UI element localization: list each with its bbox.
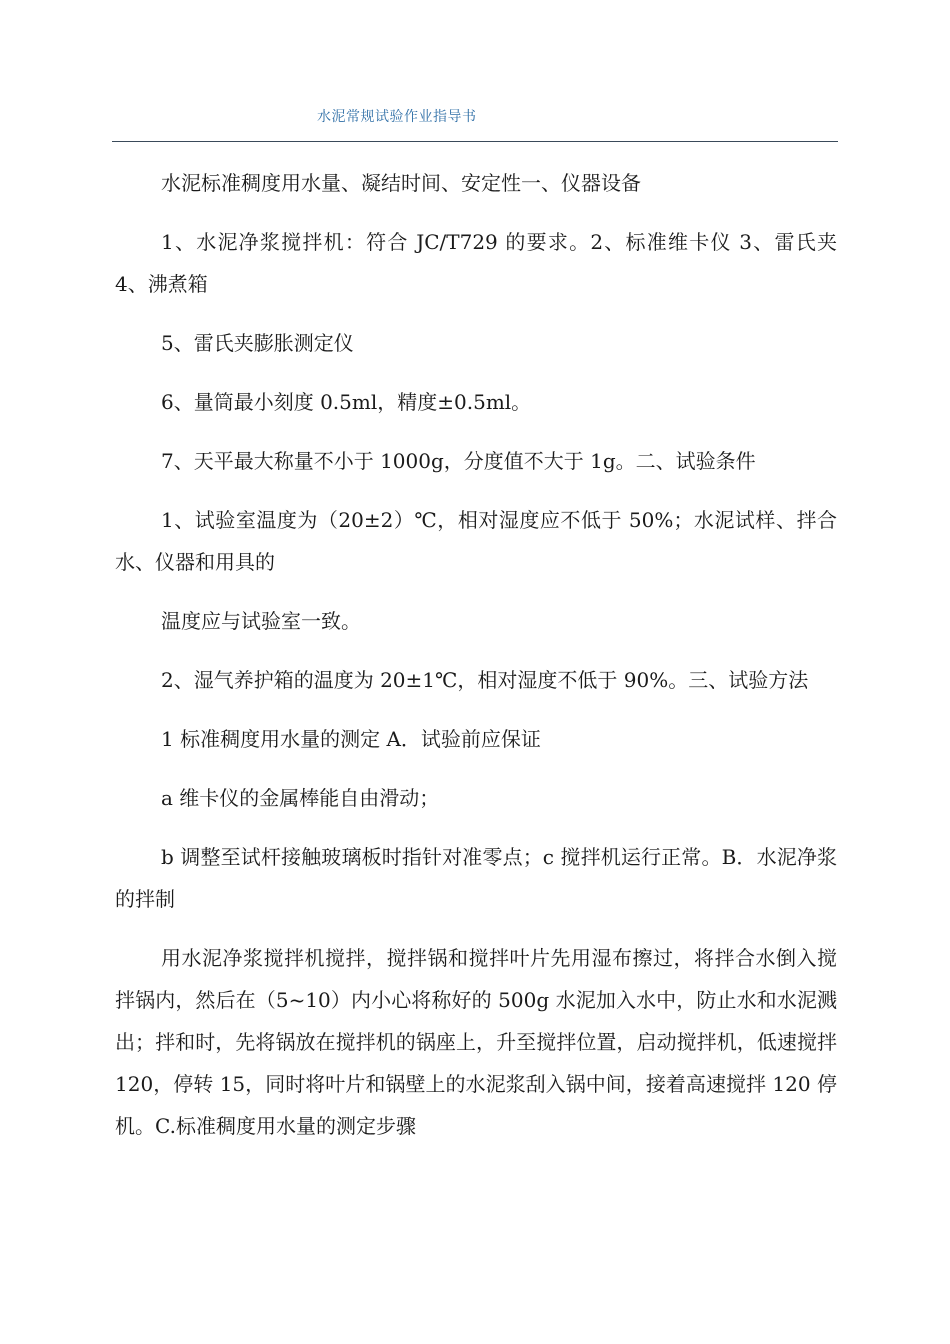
paragraph: 用水泥净浆搅拌机搅拌，搅拌锅和搅拌叶片先用湿布擦过，将拌合水倒入搅拌锅内，然后在（5~10）内小心将称好的 500g 水泥加入水中，防止水和水泥溅出；拌和时，先将锅放在搅拌机的锅座上，升至搅拌位置，启动搅拌机，低速搅拌 120，停转 15，同时将叶片和锅壁上的水泥浆刮入锅中间，接着高速搅拌 120 停机。C.标准稠度用水量的测定步骤 [115,946,837,1138]
header-divider [112,141,838,142]
paragraph: b 调整至试杆接触玻璃板时指针对准零点；c 搅拌机运行正常。B．水泥净浆的拌制 [115,845,837,911]
paragraph: a 维卡仪的金属棒能自由滑动； [161,786,440,810]
paragraph: 温度应与试验室一致。 [161,609,361,633]
paragraph: 2、湿气养护箱的温度为 20±1℃，相对湿度不低于 90%。三、试验方法 [161,668,809,692]
paragraph: 5、雷氏夹膨胀测定仪 [161,331,354,355]
paragraph: 1、试验室温度为（20±2）℃，相对湿度应不低于 50%；水泥试样、拌合水、仪器和用具的 [115,508,837,574]
paragraph: 6、量筒最小刻度 0.5ml，精度±0.5ml。 [161,390,532,414]
paragraph: 1 标准稠度用水量的测定 A．试验前应保证 [161,727,541,751]
paragraph: 1、水泥净浆搅拌机：符合 JC/T729 的要求。2、标准维卡仪 3、雷氏夹 4、沸煮箱 [115,230,837,296]
document-header-title: 水泥常规试验作业指导书 [317,109,477,125]
paragraph: 7、天平最大称量不小于 1000g，分度值不大于 1g。二、试验条件 [161,449,756,473]
paragraph: 水泥标准稠度用水量、凝结时间、安定性一、仪器设备 [161,171,641,195]
document-body [115,162,837,1147]
